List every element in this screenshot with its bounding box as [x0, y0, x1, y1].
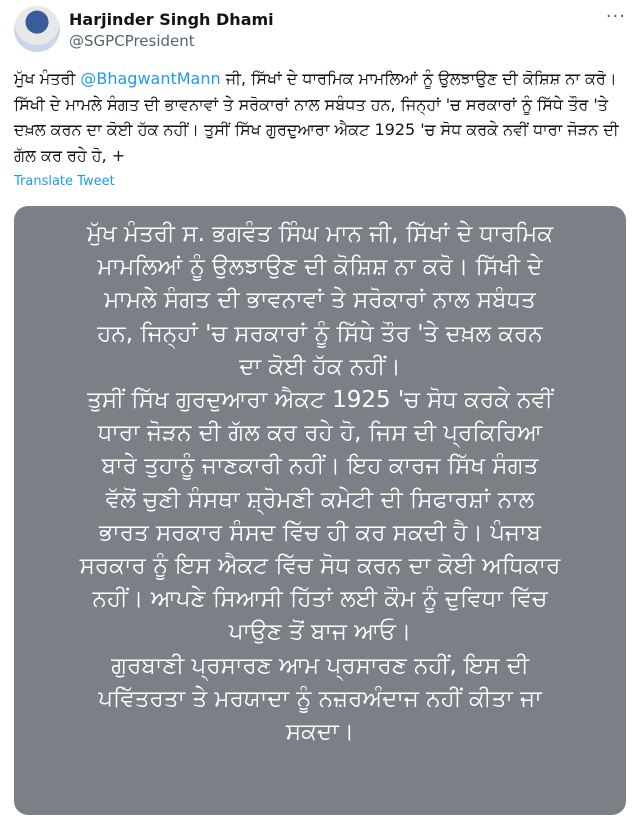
- image-text-line: ਪਾਉਣ ਤੋਂ ਬਾਜ ਆਓ।: [228, 619, 412, 646]
- tweet-header: [14, 6, 626, 54]
- image-text-line: ਧਾਰਾ ਜੋੜਨ ਦੀ ਗੱਲ ਕਰ ਰਹੇ ਹੋ, ਜਿਸ ਦੀ ਪ੍ਰਕਿਰਿਆ: [97, 420, 543, 447]
- image-text-line: ਮੁੱਖ ਮੰਤਰੀ ਸ. ਭਗਵੰਤ ਸਿੰਘ ਮਾਨ ਜੀ, ਸਿੱਖਾਂ ਦੇ ਧਾਰਮਿਕ: [86, 221, 554, 247]
- tweet-text-prefix: ਮੁੱਖ ਮੰਤਰੀ: [14, 69, 81, 88]
- image-text-line: ਨਹੀਂ। ਆਪਣੇ ਸਿਆਸੀ ਹਿੱਤਾਂ ਲਈ ਕੌਮ ਨੂੰ ਦੁਵਿਧਾ ਵਿੱਚ: [92, 586, 548, 613]
- tweet-text: [14, 66, 626, 168]
- image-text-line: ਮਾਮਲਿਆਂ ਨੂੰ ਉਲਝਾਉਣ ਦੀ ਕੋਸ਼ਿਸ਼ ਨਾ ਕਰੋ। ਸਿੱਖੀ ਦੇ: [97, 254, 543, 281]
- image-text-line: ਬਾਰੇ ਤੁਹਾਨੂੰ ਜਾਣਕਾਰੀ ਨਹੀਂ। ਇਹ ਕਾਰਜ ਸਿੱਖ ਸੰਗਤ: [101, 453, 539, 480]
- image-text-line: ਸਰਕਾਰ ਨੂੰ ਇਸ ਐਕਟ ਵਿੱਚ ਸੋਧ ਕਰਨ ਦਾ ਕੋਈ ਅਧਿਕਾਰ: [79, 553, 561, 580]
- tweet-image[interactable]: [14, 206, 626, 815]
- image-text-line: ਦਾ ਕੋਈ ਹੱਕ ਨਹੀਂ।: [239, 353, 401, 380]
- image-text: [14, 206, 626, 749]
- avatar[interactable]: [14, 6, 60, 52]
- image-text-line: ਪਵਿੱਤਰਤਾ ਤੇ ਮਰਯਾਦਾ ਨੂੰ ਨਜ਼ਰਅੰਦਾਜ ਨਹੀਂ ਕੀਤਾ ਜਾ: [98, 685, 542, 712]
- ellipsis-icon[interactable]: ···: [605, 6, 626, 27]
- image-text-line: ਵੱਲੋਂ ਚੁਣੀ ਸੰਸਥਾ ਸ਼੍ਰੋਮਣੀ ਕਮੇਟੀ ਦੀ ਸਿਫਾਰਸ਼ਾਂ ਨਾਲ: [105, 486, 535, 513]
- translate-tweet-link[interactable]: Translate Tweet: [14, 174, 115, 189]
- image-text-line: ਤੁਸੀਂ ਸਿੱਖ ਗੁਰਦੁਆਰਾ ਐਕਟ 1925 'ਚ ਸੋਧ ਕਰਕੇ ਨਵੀਂ: [87, 387, 553, 414]
- image-text-line: ਮਾਮਲੇ ਸੰਗਤ ਦੀ ਭਾਵਨਾਵਾਂ ਤੇ ਸਰੋਕਾਰਾਂ ਨਾਲ ਸਬੰਧਤ: [104, 287, 536, 314]
- author-name[interactable]: Harjinder Singh Dhami: [69, 10, 274, 29]
- author-handle[interactable]: @SGPCPresident: [69, 32, 195, 50]
- image-text-line: ਭਾਰਤ ਸਰਕਾਰ ਸੰਸਦ ਵਿੱਚ ਹੀ ਕਰ ਸਕਦੀ ਹੈ। ਪੰਜਾਬ: [99, 519, 541, 546]
- image-text-line: ਗੁਰਬਾਣੀ ਪ੍ਰਸਾਰਣ ਆਮ ਪ੍ਰਸਾਰਣ ਨਹੀਂ, ਇਸ ਦੀ: [111, 652, 529, 679]
- image-text-line: ਹਨ, ਜਿਨ੍ਹਾਂ 'ਚ ਸਰਕਾਰਾਂ ਨੂੰ ਸਿੱਧੇ ਤੌਰ 'ਤੇ ਦਖ਼ਲ ਕਰਨ: [97, 320, 543, 347]
- tweet-text-body: ਜੀ, ਸਿੱਖਾਂ ਦੇ ਧਾਰਮਿਕ ਮਾਮਲਿਆਂ ਨੂੰ ਉਲਝਾਉਣ ਦੀ ਕੋਸ਼ਿਸ਼ ਨਾ ਕਰੋ। ਸਿੱਖੀ ਦੇ ਮਾਮਲੇ ਸੰਗਤ ਦੀ ਭਾਵਨਾਵਾਂ ਤੇ ਸਰੋਕਾਰਾਂ ਨਾਲ ਸਬੰਧਤ ਹਨ, ਜਿਨ੍ਹਾਂ 'ਚ ਸਰਕਾਰਾਂ ਨੂੰ ਸਿੱਧੇ ਤੌਰ 'ਤੇ ਦਖ਼ਲ ਕਰਨ ਦਾ ਕੋਈ ਹੱਕ ਨਹੀਂ। ਤੁਸੀਂ ਸਿੱਖ ਗੁਰਦੁਆਰਾ ਐਕਟ 1925 'ਚ ਸੋਧ ਕਰਕੇ ਨਵੀਂ ਧਾਰਾ ਜੋੜਨ ਦੀ ਗੱਲ ਕਰ ਰਹੇ ਹੋ, +: [14, 69, 619, 165]
- mention-link[interactable]: @BhagwantMann: [80, 69, 221, 88]
- image-text-line: ਸਕਦਾ।: [285, 719, 355, 746]
